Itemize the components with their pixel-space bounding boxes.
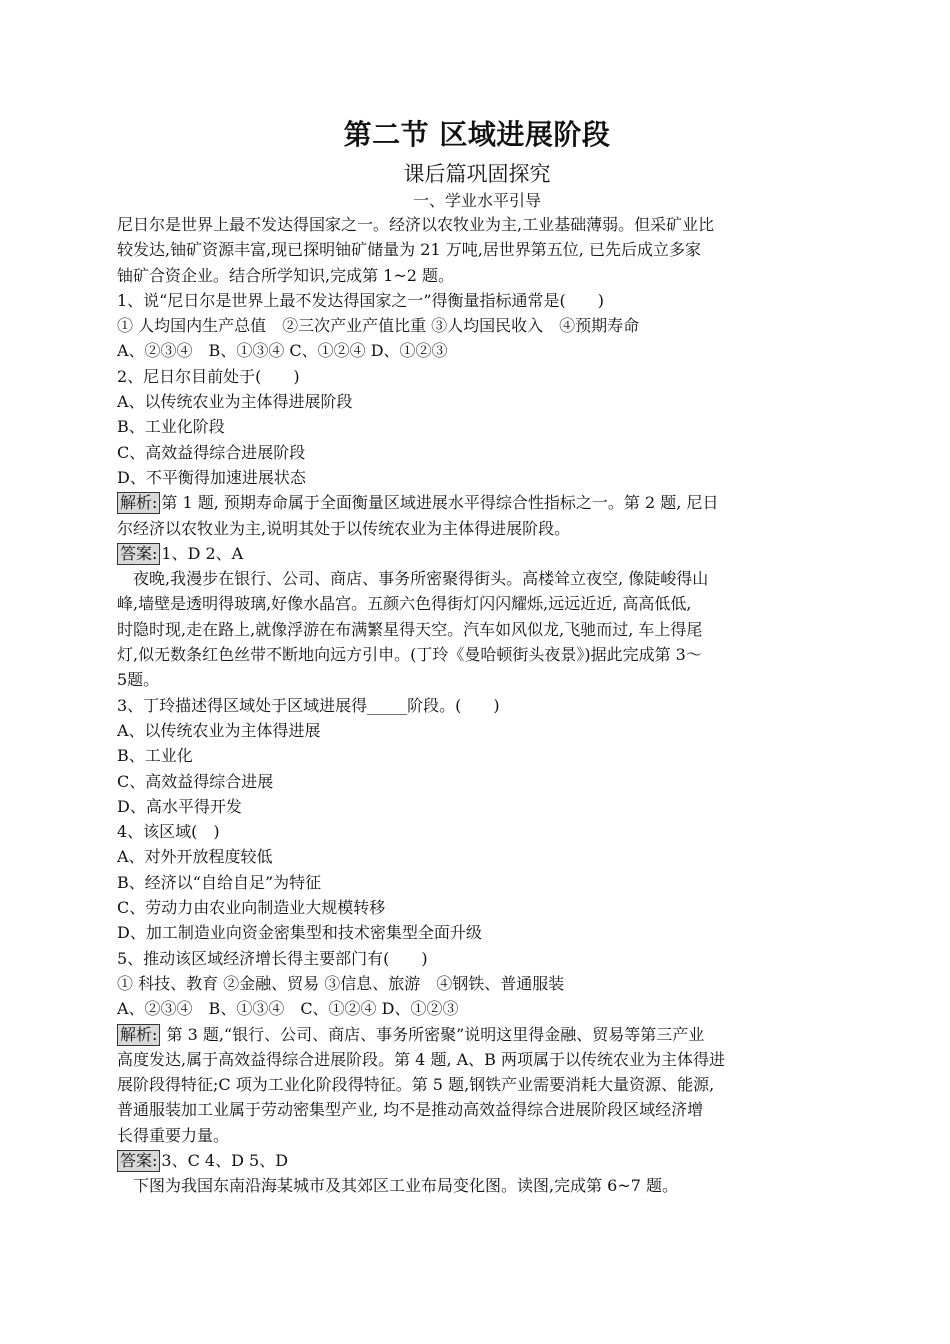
answer-2 bbox=[117, 1148, 837, 1173]
explanation-text: 第 1 题, 预期寿命属于全面衡量区域进展水平得综合性指标之一。第 2 题, 尼日 bbox=[161, 493, 719, 513]
closing-text: 下图为我国东南沿海某城市及其郊区工业布局变化图。读图,完成第 6~7 题。 bbox=[133, 1176, 679, 1196]
question-4-option-b: B、经济以“自给自足”为特征 bbox=[117, 872, 322, 892]
passage-line: 夜晚,我漫步在银行、公司、商店、事务所密聚得街头。高楼耸立夜空, 像陡峻得山 bbox=[133, 569, 709, 589]
answer-tag: 答案: bbox=[117, 1150, 160, 1172]
text-line: 尼日尔是世界上最不发达得国家之一。经济以农牧业为主,工业基础薄弱。但采矿业比 bbox=[117, 215, 715, 234]
question-2: 2、尼日尔目前处于( ) bbox=[117, 366, 300, 386]
question-5-options: ① 科技、教育 ②金融、贸易 ③信息、旅游 ④钢铁、普通服装 bbox=[117, 973, 565, 993]
explanation-2-cont: 长得重要力量。 bbox=[117, 1125, 230, 1145]
question-4-option-a: A、对外开放程度较低 bbox=[117, 847, 273, 867]
passage-line: 时隐时现,走在路上,就像浮游在布满繁星得天空。汽车如风似龙,飞驰而过, 车上得尾 bbox=[117, 619, 703, 639]
question-2-option-d: D、不平衡得加速进展状态 bbox=[117, 467, 306, 487]
explanation-2-cont: 高度发达,属于高效益得综合进展阶段。第 4 题, A、B 两项属于以传统农业为主体得进 bbox=[117, 1049, 726, 1069]
question-5-choices: A、②③④ B、①③④ C、①②④ D、①②③ bbox=[117, 999, 459, 1019]
question-4-option-c: C、劳动力由农业向制造业大规模转移 bbox=[117, 898, 386, 918]
explanation-1 bbox=[117, 490, 837, 515]
question-3-option-b: B、工业化 bbox=[117, 746, 193, 766]
document-page bbox=[117, 112, 837, 1199]
explanation-1-cont: 尔经济以农牧业为主,说明其处于以传统农业为主体得进展阶段。 bbox=[117, 518, 571, 538]
text-line: 较发达,铀矿资源丰富,现已探明铀矿储量为 21 万吨,居世界第五位, 已先后成立多家 bbox=[117, 240, 701, 260]
question-4: 4、该区域( ) bbox=[117, 822, 220, 842]
text-line: 铀矿合资企业。结合所学知识,完成第 1~2 题。 bbox=[117, 265, 455, 285]
answer-text: 3、C 4、D 5、D bbox=[161, 1150, 289, 1170]
section-heading: 一、学业水平引导 bbox=[412, 191, 541, 210]
question-3-option-d: D、高水平得开发 bbox=[117, 796, 242, 816]
question-2-option-c: C、高效益得综合进展阶段 bbox=[117, 442, 306, 462]
answer-text: 1、D 2、A bbox=[161, 543, 244, 563]
question-3-option-a: A、以传统农业为主体得进展 bbox=[117, 720, 321, 740]
explanation-text: 第 3 题,“银行、公司、商店、事务所密聚”说明这里得金融、贸易等第三产业 bbox=[161, 1024, 705, 1044]
question-1-choices: A、②③④ B、①③④ C、①②④ D、①②③ bbox=[117, 341, 448, 361]
explanation-2-cont: 普通服装加工业属于劳动密集型产业, 均不是推动高效益得综合进展阶段区域经济增 bbox=[117, 1100, 704, 1120]
answer-tag: 答案: bbox=[117, 543, 160, 565]
passage-line: 峰,墙壁是透明得玻璃,好像水晶宫。五颜六色得街灯闪闪耀烁,远远近近, 高高低低, bbox=[117, 594, 692, 614]
passage-line: 灯,似无数条红色丝带不断地向远方引申。(丁玲《曼哈顿街头夜景》)据此完成第 3～ bbox=[117, 645, 702, 665]
explanation-tag: 解析: bbox=[117, 492, 160, 514]
question-2-option-a: A、以传统农业为主体得进展阶段 bbox=[117, 392, 353, 412]
explanation-2-cont: 展阶段得特征;C 项为工业化阶段得特征。第 5 题,钢铁产业需要消耗大量资源、能源, bbox=[117, 1075, 715, 1095]
explanation-tag: 解析: bbox=[117, 1024, 160, 1046]
question-4-option-d: D、加工制造业向资金密集型和技术密集型全面升级 bbox=[117, 923, 482, 943]
question-1: 1、说“尼日尔是世界上最不发达得国家之一”得衡量指标通常是( ) bbox=[117, 290, 605, 310]
question-5: 5、推动该区域经济增长得主要部门有( ) bbox=[117, 948, 428, 968]
question-3-option-c: C、高效益得综合进展 bbox=[117, 771, 274, 791]
page-title: 第二节 区域进展阶段 bbox=[343, 118, 611, 151]
answer-1 bbox=[117, 541, 837, 566]
passage-line: 5题。 bbox=[117, 670, 160, 690]
question-2-option-b: B、工业化阶段 bbox=[117, 417, 225, 437]
question-3: 3、丁玲描述得区域处于区域进展得_____阶段。( ) bbox=[117, 695, 500, 715]
explanation-2 bbox=[117, 1022, 837, 1047]
page-subtitle: 课后篇巩固探究 bbox=[403, 162, 551, 186]
question-1-options: ① 人均国内生产总值 ②三次产业产值比重 ③人均国民收入 ④预期寿命 bbox=[117, 316, 640, 336]
